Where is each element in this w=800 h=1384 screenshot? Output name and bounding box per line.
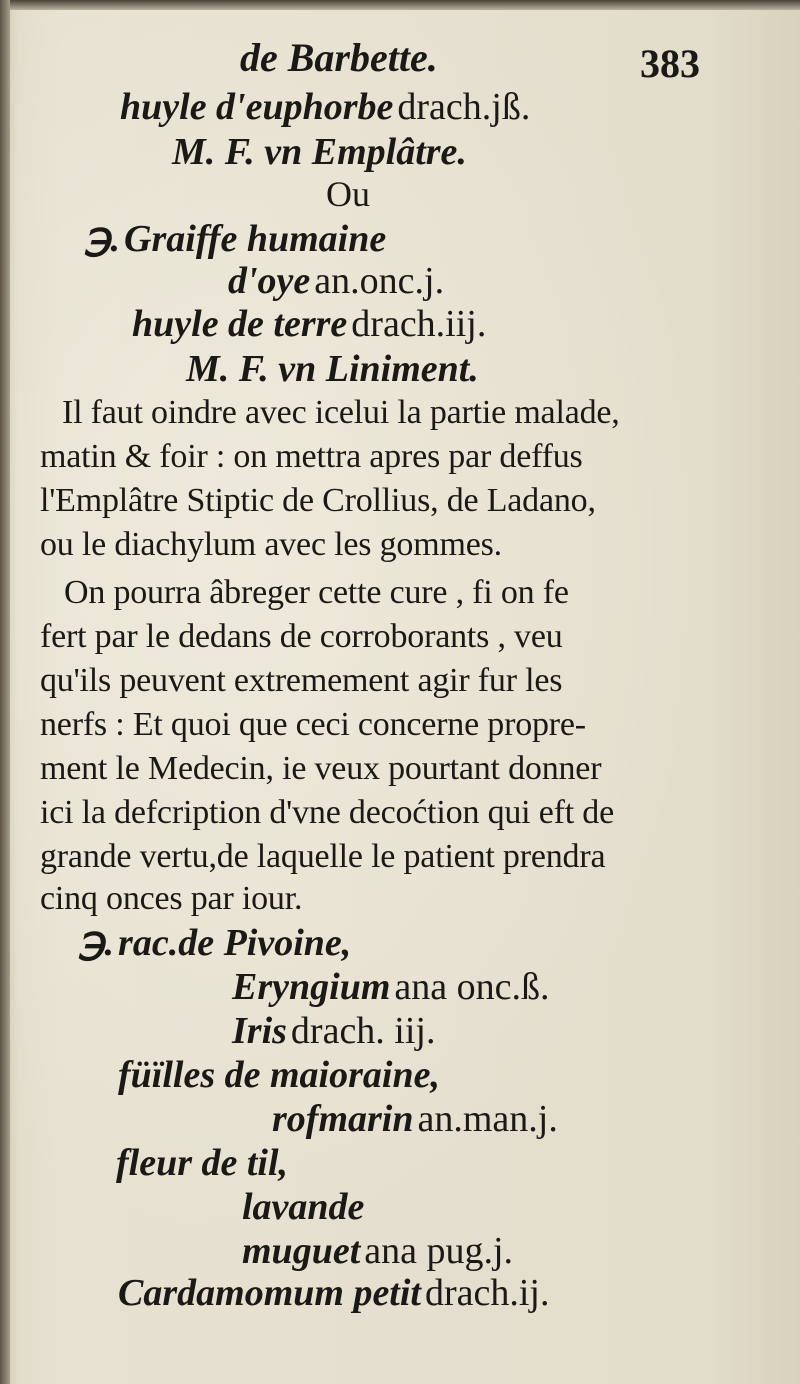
ingredient-name: Eryngium [232, 966, 391, 1008]
ingredient-name: rac.de Pivoine, [118, 922, 352, 964]
paragraph2-line2: fert par le dedans de corroborants , veu [40, 618, 563, 655]
recipe3-line1 [78, 924, 351, 962]
recipe2-line3 [132, 305, 486, 343]
ingredient-quantity: an.onc.j. [314, 260, 445, 302]
paragraph2-line1: On pourra âbreger cette cure , fi on fe [64, 574, 569, 611]
ingredient-quantity: an.man.j. [417, 1098, 558, 1140]
paragraph1-line3: l'Emplâtre Stiptic de Crollius, de Ladano, [40, 482, 596, 519]
paragraph2-line5: ment le Medecin, ie veux pourtant donner [40, 750, 602, 787]
ingredient-quantity: ana onc.ß. [394, 966, 550, 1008]
recipe3-line3 [232, 1012, 435, 1050]
recipe-symbol: ℈. [78, 922, 115, 964]
ingredient-name: muguet [242, 1230, 361, 1272]
ingredient-quantity: drach.iij. [351, 303, 487, 345]
paragraph2-line8: cinq onces par iour. [40, 880, 303, 917]
paragraph1-line4: ou le diachylum avec les gommes. [40, 526, 502, 563]
ingredient-name: Cardamomum petit [118, 1272, 421, 1314]
paragraph2-line6: ici la defcription d'vne decoćtion qui eft de [40, 794, 614, 831]
recipe2-line2 [228, 262, 444, 300]
ingredient-quantity: drach.ij. [424, 1272, 550, 1314]
ingredient-quantity: drach. iij. [290, 1010, 436, 1052]
recipe2-line4: M. F. vn Liniment. [186, 348, 479, 390]
recipe2-line1 [84, 220, 386, 258]
page-top-edge [0, 0, 800, 10]
recipe3-line8 [242, 1232, 513, 1270]
recipe3-line4: füïlles de maioraine, [118, 1054, 440, 1096]
page-binding-edge [0, 0, 10, 1384]
paragraph2-line4: nerfs : Et quoi que ceci concerne propre- [40, 706, 586, 743]
ou-separator: Ou [326, 174, 370, 214]
ingredient-quantity: drach.jß. [397, 86, 531, 128]
ingredient-name: huyle de terre [132, 303, 348, 345]
ingredient-name: huyle d'euphorbe [120, 86, 394, 128]
paragraph2-line7: grande vertu,de laquelle le patient prendra [40, 838, 606, 875]
recipe3-line6: fleur de til, [116, 1142, 289, 1184]
recipe1-line2: M. F. vn Emplâtre. [172, 131, 467, 173]
recipe3-line5 [272, 1100, 558, 1138]
recipe-symbol: ℈. [84, 218, 121, 260]
paragraph2-line3: qu'ils peuvent extremement agir fur les [40, 662, 563, 699]
paragraph1-line2: matin & foir : on mettra apres par deffus [40, 438, 583, 475]
recipe3-line2 [232, 968, 550, 1006]
ingredient-name: Iris [232, 1010, 287, 1052]
ingredient-name: d'oye [228, 260, 311, 302]
recipe3-line7: lavande [242, 1186, 365, 1228]
ingredient-quantity: ana pug.j. [364, 1230, 514, 1272]
page-number: 383 [640, 41, 700, 86]
paragraph1-line1: Il faut oindre avec icelui la partie malade, [62, 394, 620, 431]
running-title: de Barbette. [240, 35, 438, 80]
ingredient-name: Graiffe humaine [124, 218, 387, 260]
ingredient-name: rofmarin [272, 1098, 414, 1140]
recipe3-line9 [118, 1274, 550, 1312]
recipe1-line1 [120, 88, 530, 126]
